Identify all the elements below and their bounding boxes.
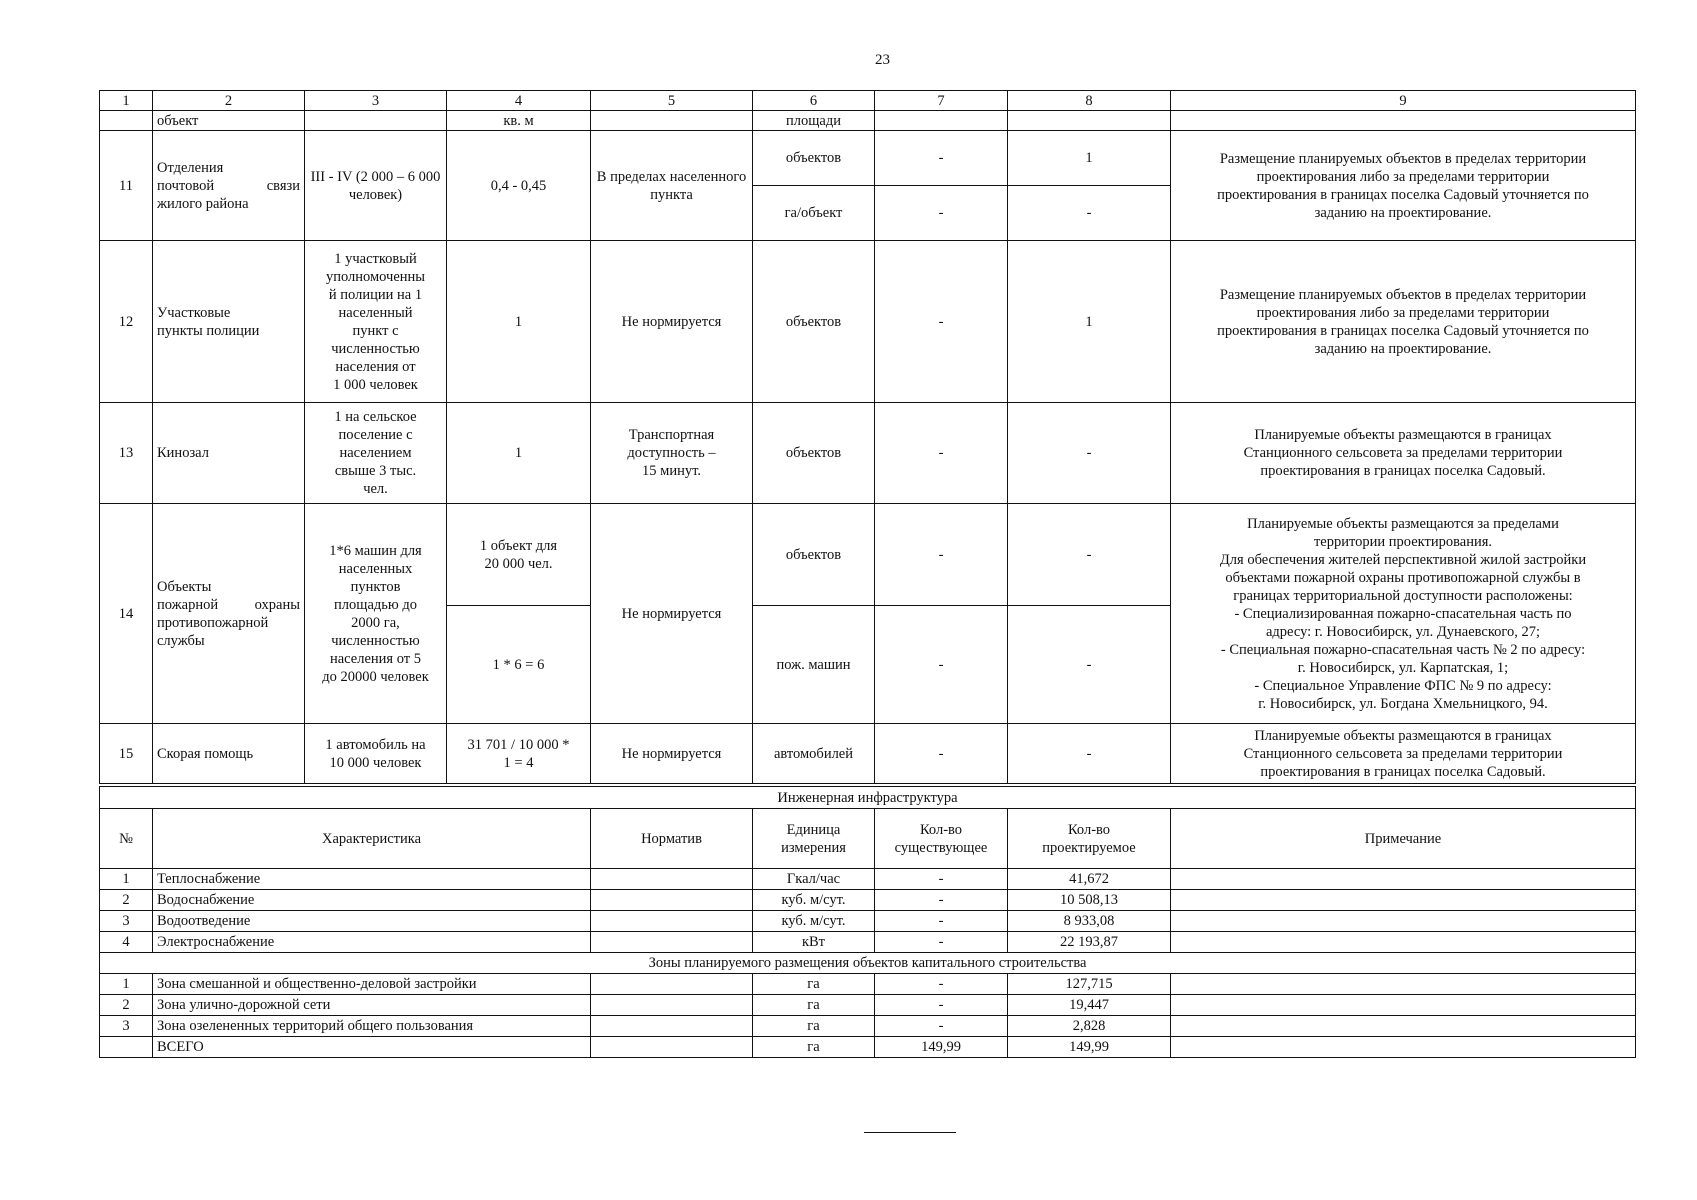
unit-cell: пож. машин <box>753 606 875 724</box>
existing-cell: 149,99 <box>875 1037 1008 1058</box>
text-line: 1 000 человек <box>333 376 418 393</box>
norm-cell <box>591 974 753 995</box>
existing-cell: - <box>875 724 1008 784</box>
section-title: Инженерная инфраструктура <box>100 787 1636 809</box>
text-line: й полиции на 1 <box>328 286 423 303</box>
text-line: Участковые <box>157 304 231 321</box>
zone-name-cell: Зона улично-дорожной сети <box>153 995 591 1016</box>
existing-cell: - <box>875 606 1008 724</box>
unit-cell: объектов <box>753 403 875 504</box>
note-cell <box>1171 974 1636 995</box>
column-number: 2 <box>153 91 305 111</box>
text-line: 1 * 6 = 6 <box>492 656 545 673</box>
unit-cell: га <box>753 995 875 1016</box>
text-line: Отделения <box>157 159 224 176</box>
norm-cell <box>591 995 753 1016</box>
unit-cell: объектов <box>753 504 875 606</box>
text-line: пунктов <box>350 578 401 595</box>
text-line: проектируемое <box>1042 839 1136 856</box>
column-number-row <box>100 91 1636 111</box>
planned-cell: 8 933,08 <box>1008 911 1171 932</box>
text-line: Единица <box>786 821 841 838</box>
table-row <box>100 890 1636 911</box>
column-number: 5 <box>591 91 753 111</box>
text-line: проектирования в границах поселка Садовый уточняется по <box>1217 322 1589 339</box>
note-cell <box>1171 911 1636 932</box>
planned-cell: - <box>1008 403 1171 504</box>
text-line: Станционного сельсовета за пределами территории <box>1243 745 1563 762</box>
text-line: 1 автомобиль на <box>325 736 426 753</box>
text-line: пожарной охраны <box>157 596 300 613</box>
unit-cell: куб. м/сут. <box>753 890 875 911</box>
note-cell <box>1171 403 1636 504</box>
text-line: проектирования в границах поселка Садовый. <box>1260 463 1546 479</box>
text-line: границах территориальной доступности расположены: <box>1233 587 1573 604</box>
text-line: 15 минут. <box>642 463 701 479</box>
table-row <box>100 131 1636 186</box>
unit-cell: га <box>753 1016 875 1037</box>
cell: объект <box>153 111 305 131</box>
zones-title: Зоны планируемого размещения объектов капитального строительства <box>100 953 1636 974</box>
norm-cell <box>305 504 447 724</box>
planned-cell: - <box>1008 186 1171 241</box>
norm-cell <box>591 869 753 890</box>
text-line: почтовой связи <box>157 177 300 194</box>
table-row <box>100 911 1636 932</box>
text-line: уполномоченны <box>325 268 426 285</box>
column-number: 6 <box>753 91 875 111</box>
unit-cell: объектов <box>753 131 875 186</box>
text-line: - Специализированная пожарно-спасательная часть по <box>1234 605 1572 622</box>
unit-cell: кВт <box>753 932 875 953</box>
text-line: Транспортная <box>628 427 715 443</box>
existing-cell: - <box>875 186 1008 241</box>
text-line: адресу: г. Новосибирск, ул. Дунаевского, 27; <box>1265 623 1540 640</box>
area-cell: 0,4 - 0,45 <box>447 131 591 241</box>
header-row <box>100 809 1636 869</box>
planned-cell: - <box>1008 606 1171 724</box>
planned-cell: 22 193,87 <box>1008 932 1171 953</box>
text-line: Кол-во <box>919 821 963 838</box>
text-line: проектирования в границах поселка Садовый уточняется по <box>1217 186 1589 203</box>
text-line: - Специальная пожарно-спасательная часть № 2 по адресу: <box>1220 641 1586 658</box>
header-num: № <box>100 809 153 869</box>
text-line: жилого района <box>157 195 249 212</box>
note-cell <box>1171 932 1636 953</box>
object-name <box>153 131 305 241</box>
text-line: проектирования либо за пределами территории <box>1256 168 1550 185</box>
row-number <box>100 1037 153 1058</box>
planned-cell: 1 <box>1008 131 1171 186</box>
text-line: населенных <box>338 560 413 577</box>
text-line: населения от <box>335 358 416 375</box>
cell <box>591 111 753 131</box>
text-line: населения от 5 <box>329 650 421 667</box>
bottom-divider <box>864 1132 956 1133</box>
characteristic-cell: Теплоснабжение <box>153 869 591 890</box>
table-row <box>100 974 1636 995</box>
table-row <box>100 869 1636 890</box>
column-number: 7 <box>875 91 1008 111</box>
text-line: площадью до <box>334 596 417 613</box>
norm-cell <box>591 932 753 953</box>
text-line: - Специальное Управление ФПС № 9 по адресу: <box>1254 677 1552 694</box>
norm-cell: III - IV (2 000 – 6 000 человек) <box>305 131 447 241</box>
area-cell <box>447 504 591 606</box>
object-name <box>153 241 305 403</box>
area-cell: 1 <box>447 241 591 403</box>
text-line: 20 000 чел. <box>484 555 553 572</box>
total-row <box>100 1037 1636 1058</box>
text-line: Планируемые объекты размещаются в границах <box>1254 427 1552 443</box>
area-cell: 1 <box>447 403 591 504</box>
text-line: службы <box>157 632 205 649</box>
header-planned <box>1008 809 1171 869</box>
text-line: заданию на проектирование. <box>1314 204 1492 221</box>
text-line: 31 701 / 10 000 * <box>467 736 570 753</box>
unit-cell: га <box>753 974 875 995</box>
zone-name-cell: Зона озелененных территорий общего пользования <box>153 1016 591 1037</box>
access-cell: В пределах населенного пункта <box>591 131 753 241</box>
table-row <box>100 995 1636 1016</box>
text-line: 1 на сельское <box>334 409 417 425</box>
page-number: 23 <box>875 52 890 68</box>
cell <box>1171 111 1636 131</box>
table-row <box>100 724 1636 784</box>
cell: кв. м <box>447 111 591 131</box>
area-cell <box>447 606 591 724</box>
text-line: Кол-во <box>1067 821 1111 838</box>
text-line: объектами пожарной охраны противопожарной службы в <box>1225 569 1581 586</box>
area-cell <box>447 724 591 784</box>
header-unit <box>753 809 875 869</box>
cell: площади <box>753 111 875 131</box>
text-line: численностью <box>331 340 420 357</box>
text-line: противопожарной <box>157 614 269 631</box>
text-line: заданию на проектирование. <box>1314 340 1492 357</box>
header-existing <box>875 809 1008 869</box>
object-name <box>153 403 305 504</box>
norm-cell <box>305 403 447 504</box>
planned-cell: 1 <box>1008 241 1171 403</box>
row-number: 1 <box>100 869 153 890</box>
text-line: до 20000 человек <box>322 668 429 685</box>
text-line: 10 000 человек <box>329 754 422 771</box>
existing-cell: - <box>875 974 1008 995</box>
note-cell <box>1171 724 1636 784</box>
text-line: 1*6 машин для <box>329 542 422 559</box>
text-line: Планируемые объекты размещаются за пределами <box>1247 515 1559 532</box>
access-cell <box>591 403 753 504</box>
row-number: 12 <box>100 241 153 403</box>
column-number: 4 <box>447 91 591 111</box>
existing-cell: - <box>875 869 1008 890</box>
existing-cell: - <box>875 131 1008 186</box>
text-line: измерения <box>781 839 846 856</box>
norm-cell <box>305 241 447 403</box>
existing-cell: - <box>875 995 1008 1016</box>
zones-title-row <box>100 953 1636 974</box>
existing-cell: - <box>875 911 1008 932</box>
existing-cell: - <box>875 1016 1008 1037</box>
norm-cell <box>591 890 753 911</box>
column-number: 3 <box>305 91 447 111</box>
characteristic-cell: Водоснабжение <box>153 890 591 911</box>
column-number: 9 <box>1171 91 1636 111</box>
planned-cell: 19,447 <box>1008 995 1171 1016</box>
text-line: территории проектирования. <box>1313 533 1493 550</box>
table-row <box>100 241 1636 403</box>
cell <box>305 111 447 131</box>
text-line: Размещение планируемых объектов в пределах территории <box>1219 286 1587 303</box>
note-cell <box>1171 1037 1636 1058</box>
section-title-row <box>100 787 1636 809</box>
text-line: 2000 га, <box>351 614 400 631</box>
column-number: 1 <box>100 91 153 111</box>
norm-cell <box>305 724 447 784</box>
text-line: Для обеспечения жителей перспективной жилой застройки <box>1219 551 1587 568</box>
cell <box>1008 111 1171 131</box>
note-cell <box>1171 504 1636 724</box>
note-cell <box>1171 241 1636 403</box>
text-line: проектирования либо за пределами территории <box>1256 304 1550 321</box>
norm-cell <box>591 911 753 932</box>
text-line: Размещение планируемых объектов в пределах территории <box>1219 150 1587 167</box>
row-number: 3 <box>100 1016 153 1037</box>
text-line: численностью <box>331 632 420 649</box>
existing-cell: - <box>875 890 1008 911</box>
note-cell <box>1171 131 1636 241</box>
row-number: 15 <box>100 724 153 784</box>
zone-name-cell: Зона смешанной и общественно-деловой застройки <box>153 974 591 995</box>
unit-cell: га <box>753 1037 875 1058</box>
table-row <box>100 403 1636 504</box>
text-line: чел. <box>363 481 388 497</box>
continuation-row <box>100 111 1636 131</box>
planned-cell: 41,672 <box>1008 869 1171 890</box>
cell <box>100 111 153 131</box>
characteristic-cell: Электроснабжение <box>153 932 591 953</box>
object-name <box>153 724 305 784</box>
planned-cell: 149,99 <box>1008 1037 1171 1058</box>
text-line: Кинозал <box>157 445 209 461</box>
unit-cell: объектов <box>753 241 875 403</box>
note-cell <box>1171 1016 1636 1037</box>
planned-cell: 127,715 <box>1008 974 1171 995</box>
text-line: проектирования в границах поселка Садовый. <box>1260 763 1546 780</box>
text-line: Объекты <box>157 578 212 595</box>
row-number: 2 <box>100 995 153 1016</box>
access-cell: Не нормируется <box>591 241 753 403</box>
text-line: свыше 3 тыс. <box>334 463 417 479</box>
unit-cell: га/объект <box>753 186 875 241</box>
cell <box>875 111 1008 131</box>
norm-cell <box>591 1016 753 1037</box>
total-label: ВСЕГО <box>153 1037 591 1058</box>
existing-cell: - <box>875 504 1008 606</box>
header-norm: Норматив <box>591 809 753 869</box>
text-line: доступность – <box>627 445 716 461</box>
text-line: Планируемые объекты размещаются в границах <box>1254 727 1552 744</box>
unit-cell: Гкал/час <box>753 869 875 890</box>
characteristic-cell: Водоотведение <box>153 911 591 932</box>
row-number: 4 <box>100 932 153 953</box>
engineering-infrastructure-table <box>99 786 1636 1058</box>
note-cell <box>1171 869 1636 890</box>
object-name <box>153 504 305 724</box>
text-line: г. Новосибирск, ул. Карпатская, 1; <box>1297 659 1509 676</box>
column-number: 8 <box>1008 91 1171 111</box>
norm-cell <box>591 1037 753 1058</box>
planned-cell: 2,828 <box>1008 1016 1171 1037</box>
planned-cell: - <box>1008 504 1171 606</box>
row-number: 14 <box>100 504 153 724</box>
text-line: населением <box>339 445 412 461</box>
access-cell: Не нормируется <box>591 504 753 724</box>
existing-cell: - <box>875 241 1008 403</box>
table-row <box>100 504 1636 606</box>
text-line: 1 = 4 <box>503 754 534 771</box>
row-number: 2 <box>100 890 153 911</box>
header-note: Примечание <box>1171 809 1636 869</box>
planned-cell: - <box>1008 724 1171 784</box>
text-line: 1 участковый <box>334 250 417 267</box>
social-infrastructure-table <box>99 90 1636 784</box>
existing-cell: - <box>875 932 1008 953</box>
row-number: 11 <box>100 131 153 241</box>
unit-cell: куб. м/сут. <box>753 911 875 932</box>
text-line: существующее <box>894 839 988 856</box>
text-line: поселение с <box>338 427 413 443</box>
text-line: г. Новосибирск, ул. Богдана Хмельницкого, 94. <box>1258 695 1548 712</box>
text-line: 1 объект для <box>479 537 558 554</box>
existing-cell: - <box>875 403 1008 504</box>
note-cell <box>1171 995 1636 1016</box>
header-characteristic: Характеристика <box>153 809 591 869</box>
table-row <box>100 932 1636 953</box>
access-cell: Не нормируется <box>591 724 753 784</box>
text-line: населенный <box>338 304 413 321</box>
planned-cell: 10 508,13 <box>1008 890 1171 911</box>
text-line: пункт с <box>352 322 399 339</box>
unit-cell: автомобилей <box>753 724 875 784</box>
table-row <box>100 1016 1636 1037</box>
row-number: 3 <box>100 911 153 932</box>
text-line: Станционного сельсовета за пределами территории <box>1243 445 1563 461</box>
text-line: Скорая помощь <box>157 745 254 762</box>
row-number: 13 <box>100 403 153 504</box>
note-cell <box>1171 890 1636 911</box>
row-number: 1 <box>100 974 153 995</box>
text-line: пункты полиции <box>157 322 260 339</box>
